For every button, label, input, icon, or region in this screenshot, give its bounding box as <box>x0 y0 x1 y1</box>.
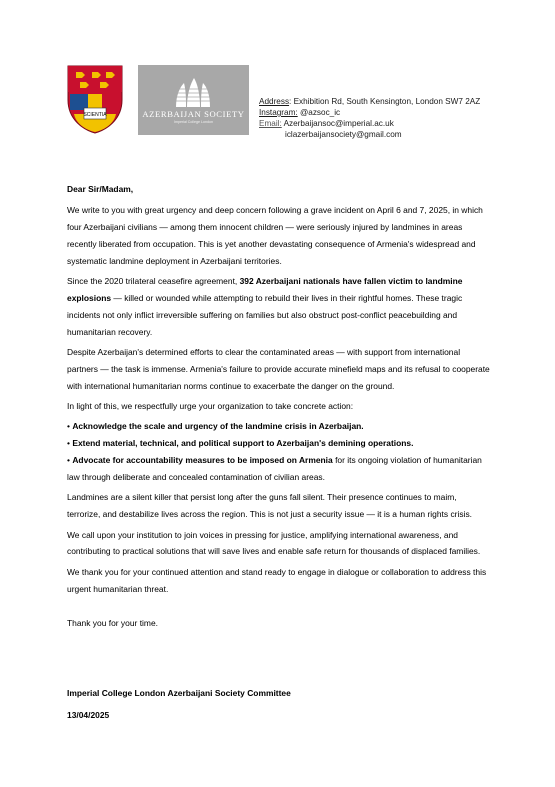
paragraph-victims <box>67 273 490 341</box>
azerbaijan-society-logo <box>138 65 249 135</box>
instagram-handle[interactable]: @azsoc_ic <box>297 108 341 117</box>
paragraph-demining-efforts: Despite Azerbaijan's determined efforts to clear the contaminated areas — with support from international partners — the task is immense. Armenia's failure to provide accurate minefield maps and its refusal to cooperate with international humanitarian norms continue to exacerbate the danger on the ground. <box>67 346 490 391</box>
crest-motto: SCIENTIA <box>83 112 107 118</box>
paragraph-call-upon: We call upon your institution to join voices in pressing for justice, amplifying international awareness, and contributing to practical solutions that will save lives and enable safe return for thousands of displaced families. <box>67 529 481 557</box>
flame-towers-icon <box>172 77 214 107</box>
paragraph-call-to-action-intro: In light of this, we respectfully urge your organization to take concrete action: <box>67 401 354 412</box>
bullet-mark: • <box>67 421 70 432</box>
contact-block <box>259 96 480 140</box>
signature-date: 13/04/2025 <box>67 709 110 720</box>
letter-body <box>67 181 490 635</box>
society-logo-subtitle: Imperial College London <box>174 120 213 124</box>
action-item <box>67 418 490 435</box>
action-item-bold: Extend material, technical, and political support to Azerbaijan's demining operations. <box>72 438 414 449</box>
bullet-mark: • <box>67 455 70 466</box>
victims-count-highlight: 392 Azerbaijani nationals have fallen victim to landmine explosions <box>67 275 463 303</box>
instagram-label: Instagram: <box>259 108 298 117</box>
action-item <box>67 435 490 452</box>
action-item-bold: Acknowledge the scale and urgency of the landmine crisis in Azerbaijan. <box>72 421 364 432</box>
imperial-college-crest-logo <box>66 64 124 134</box>
address-label: Address <box>259 97 290 106</box>
paragraph-victims-lead: Since the 2020 trilateral ceasefire agreement, <box>67 275 240 286</box>
action-item <box>67 452 490 486</box>
email-label: Email: <box>259 119 282 128</box>
greeting: Dear Sir/Madam, <box>67 184 134 194</box>
paragraph-thanks: We thank you for your continued attention and stand ready to engage in dialogue or collaboration to address this urgent humanitarian threat. <box>67 566 487 594</box>
bullet-mark: • <box>67 438 70 449</box>
address-line <box>259 96 480 107</box>
signature-block <box>67 685 291 724</box>
email-primary[interactable]: Azerbaijansoc@imperial.ac.uk <box>281 119 394 128</box>
paragraph-silent-killer: Landmines are a silent killer that persist long after the guns fall silent. Their presence continues to maim, terrorize, and destabilize lives across the region. This is not just a security issue — it is a human rights crisis. <box>67 492 473 520</box>
action-item-bold: Advocate for accountability measures to be imposed on Armenia <box>72 455 333 466</box>
closing-line: Thank you for your time. <box>67 617 158 628</box>
paragraph-victims-tail: — killed or wounded while attempting to rebuild their lives in their rightful homes. These tragic incidents not only inflict irreversible suffering on families but also obstruct post-conflict peacebuilding and humanitarian recovery. <box>67 292 463 337</box>
email-secondary[interactable]: iclazerbaijansociety@gmail.com <box>285 130 402 139</box>
signature-organization: Imperial College London Azerbaijani Society Committee <box>67 688 291 698</box>
society-logo-name: AZERBAIJAN SOCIETY <box>142 109 245 119</box>
action-item-rest: for its ongoing violation of humanitarian law through deliberate and concealed contamination of civilian areas. <box>67 455 482 483</box>
paragraph-incident: We write to you with great urgency and deep concern following a grave incident on April 6 and 7, 2025, in which four Azerbaijani civilians — among them innocent children — were seriously injured by landmines in areas recently liberated from occupation. This is yet another devastating consequence of Armenia's widespread and systematic landmine deployment in Azerbaijani territories. <box>67 204 483 266</box>
email-line <box>259 118 480 129</box>
email-secondary-line <box>259 129 480 140</box>
address-value: : Exhibition Rd, South Kensington, London SW7 2AZ <box>289 97 481 106</box>
instagram-line <box>259 107 480 118</box>
